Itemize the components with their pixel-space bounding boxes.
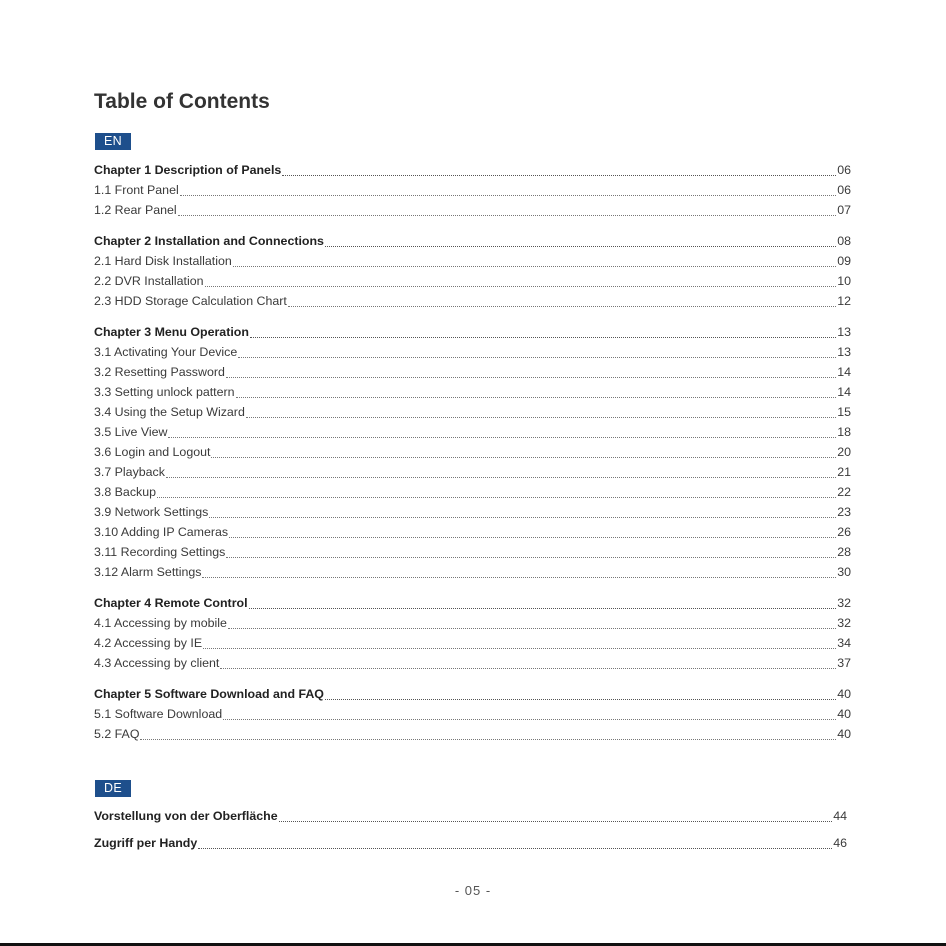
toc-leader-dots <box>250 337 836 338</box>
toc-entry-page: 40 <box>837 727 851 741</box>
toc-entry-label: 1.1 Front Panel <box>94 183 179 197</box>
toc-entry[interactable] <box>94 633 851 653</box>
language-badge-de: DE <box>95 780 131 797</box>
toc-entry[interactable] <box>94 251 851 271</box>
toc-entry-page: 22 <box>837 485 851 499</box>
toc-entry-label: Chapter 5 Software Download and FAQ <box>94 687 324 701</box>
toc-entry[interactable] <box>94 522 851 542</box>
toc-entry[interactable] <box>94 362 851 382</box>
toc-entry-label: Chapter 4 Remote Control <box>94 596 248 610</box>
toc-entry[interactable] <box>94 200 851 220</box>
toc-leader-dots <box>279 821 833 822</box>
toc-entry-label: 2.1 Hard Disk Installation <box>94 254 232 268</box>
toc-entry-label: Chapter 3 Menu Operation <box>94 325 249 339</box>
toc-entry-page: 18 <box>837 425 851 439</box>
toc-leader-dots <box>178 215 837 216</box>
toc-entry-page: 13 <box>837 325 851 339</box>
toc-chapter-entry[interactable] <box>94 322 851 342</box>
toc-leader-dots <box>209 517 836 518</box>
toc-entry[interactable] <box>94 180 851 200</box>
toc-leader-dots <box>238 357 836 358</box>
toc-leader-dots <box>228 628 836 629</box>
toc-entry-page: 40 <box>837 687 851 701</box>
toc-entry[interactable] <box>94 502 851 522</box>
toc-entry[interactable] <box>94 482 851 502</box>
toc-entry-label: 1.2 Rear Panel <box>94 203 177 217</box>
toc-entry-page: 06 <box>837 163 851 177</box>
toc-entry-page: 37 <box>837 656 851 670</box>
toc-entry[interactable] <box>94 422 851 442</box>
toc-entry-label: 3.12 Alarm Settings <box>94 565 202 579</box>
toc-entry-label: 3.5 Live View <box>94 425 168 439</box>
toc-entry-label: Zugriff per Handy <box>94 836 198 850</box>
toc-leader-dots <box>233 266 836 267</box>
toc-entry-page: 10 <box>837 274 851 288</box>
toc-entry-label: 4.1 Accessing by mobile <box>94 616 227 630</box>
toc-chapter-entry[interactable] <box>94 593 851 613</box>
toc-entry-page: 21 <box>837 465 851 479</box>
toc-leader-dots <box>325 246 836 247</box>
page-title: Table of Contents <box>94 90 270 113</box>
toc-entry-page: 23 <box>837 505 851 519</box>
toc-entry[interactable] <box>94 271 851 291</box>
toc-entry-page: 14 <box>837 385 851 399</box>
toc-entry-page: 32 <box>837 596 851 610</box>
toc-entry-label: 3.2 Resetting Password <box>94 365 225 379</box>
toc-section-de <box>94 806 847 853</box>
toc-entry-page: 14 <box>837 365 851 379</box>
toc-entry-page: 30 <box>837 565 851 579</box>
toc-entry[interactable] <box>94 462 851 482</box>
toc-chapter-entry[interactable] <box>94 806 847 826</box>
toc-entry-label: 3.7 Playback <box>94 465 165 479</box>
toc-entry[interactable] <box>94 442 851 462</box>
toc-chapter-entry[interactable] <box>94 684 851 704</box>
toc-entry-label: 3.6 Login and Logout <box>94 445 211 459</box>
toc-entry-label: 4.2 Accessing by IE <box>94 636 203 650</box>
toc-entry-label: 3.11 Recording Settings <box>94 545 226 559</box>
toc-entry-label: Vorstellung von der Oberfläche <box>94 809 278 823</box>
toc-entry-page: 28 <box>837 545 851 559</box>
toc-entry-label: 3.10 Adding IP Cameras <box>94 525 229 539</box>
toc-entry-page: 46 <box>833 836 847 850</box>
language-badge-en: EN <box>95 133 131 150</box>
toc-entry-label: 4.3 Accessing by client <box>94 656 220 670</box>
toc-entry-label: 3.9 Network Settings <box>94 505 209 519</box>
toc-leader-dots <box>168 437 836 438</box>
toc-entry-page: 15 <box>837 405 851 419</box>
toc-leader-dots <box>282 175 836 176</box>
toc-entry-label: 3.1 Activating Your Device <box>94 345 238 359</box>
toc-entry[interactable] <box>94 724 851 744</box>
toc-entry-page: 40 <box>837 707 851 721</box>
toc-entry-label: 5.2 FAQ <box>94 727 140 741</box>
toc-entry[interactable] <box>94 613 851 633</box>
toc-entry-label: Chapter 2 Installation and Connections <box>94 234 324 248</box>
toc-entry-page: 44 <box>833 809 847 823</box>
toc-entry[interactable] <box>94 291 851 311</box>
toc-entry-page: 13 <box>837 345 851 359</box>
toc-leader-dots <box>198 848 832 849</box>
toc-entry-page: 09 <box>837 254 851 268</box>
toc-leader-dots <box>288 306 836 307</box>
toc-leader-dots <box>211 457 836 458</box>
toc-leader-dots <box>140 739 836 740</box>
toc-entry[interactable] <box>94 382 851 402</box>
toc-leader-dots <box>203 648 836 649</box>
toc-leader-dots <box>157 497 836 498</box>
toc-entry-page: 08 <box>837 234 851 248</box>
toc-entry[interactable] <box>94 704 851 724</box>
toc-entry-page: 07 <box>837 203 851 217</box>
page-number: - 05 - <box>454 883 492 898</box>
toc-entry-label: 5.1 Software Download <box>94 707 223 721</box>
toc-leader-dots <box>166 477 836 478</box>
toc-chapter-entry[interactable] <box>94 160 851 180</box>
toc-leader-dots <box>236 397 837 398</box>
toc-leader-dots <box>325 699 836 700</box>
toc-entry[interactable] <box>94 402 851 422</box>
toc-leader-dots <box>202 577 836 578</box>
toc-entry-page: 12 <box>837 294 851 308</box>
toc-leader-dots <box>220 668 836 669</box>
toc-entry-page: 26 <box>837 525 851 539</box>
toc-leader-dots <box>205 286 837 287</box>
toc-leader-dots <box>226 557 836 558</box>
toc-entry-page: 06 <box>837 183 851 197</box>
toc-entry[interactable] <box>94 342 851 362</box>
toc-entry-page: 32 <box>837 616 851 630</box>
toc-leader-dots <box>246 417 836 418</box>
toc-leader-dots <box>249 608 837 609</box>
toc-chapter-entry[interactable] <box>94 833 847 853</box>
toc-entry[interactable] <box>94 653 851 673</box>
toc-leader-dots <box>229 537 836 538</box>
toc-chapter-entry[interactable] <box>94 231 851 251</box>
toc-entry-page: 20 <box>837 445 851 459</box>
toc-entry-label: 3.3 Setting unlock pattern <box>94 385 235 399</box>
toc-leader-dots <box>180 195 836 196</box>
toc-section-en <box>94 160 851 744</box>
toc-entry-label: 2.2 DVR Installation <box>94 274 204 288</box>
toc-entry-label: 3.8 Backup <box>94 485 156 499</box>
toc-entry-label: Chapter 1 Description of Panels <box>94 163 282 177</box>
toc-leader-dots <box>223 719 836 720</box>
toc-entry-label: 2.3 HDD Storage Calculation Chart <box>94 294 287 308</box>
toc-entry[interactable] <box>94 562 851 582</box>
toc-leader-dots <box>226 377 836 378</box>
toc-entry-page: 34 <box>837 636 851 650</box>
toc-entry-label: 3.4 Using the Setup Wizard <box>94 405 245 419</box>
toc-entry[interactable] <box>94 542 851 562</box>
